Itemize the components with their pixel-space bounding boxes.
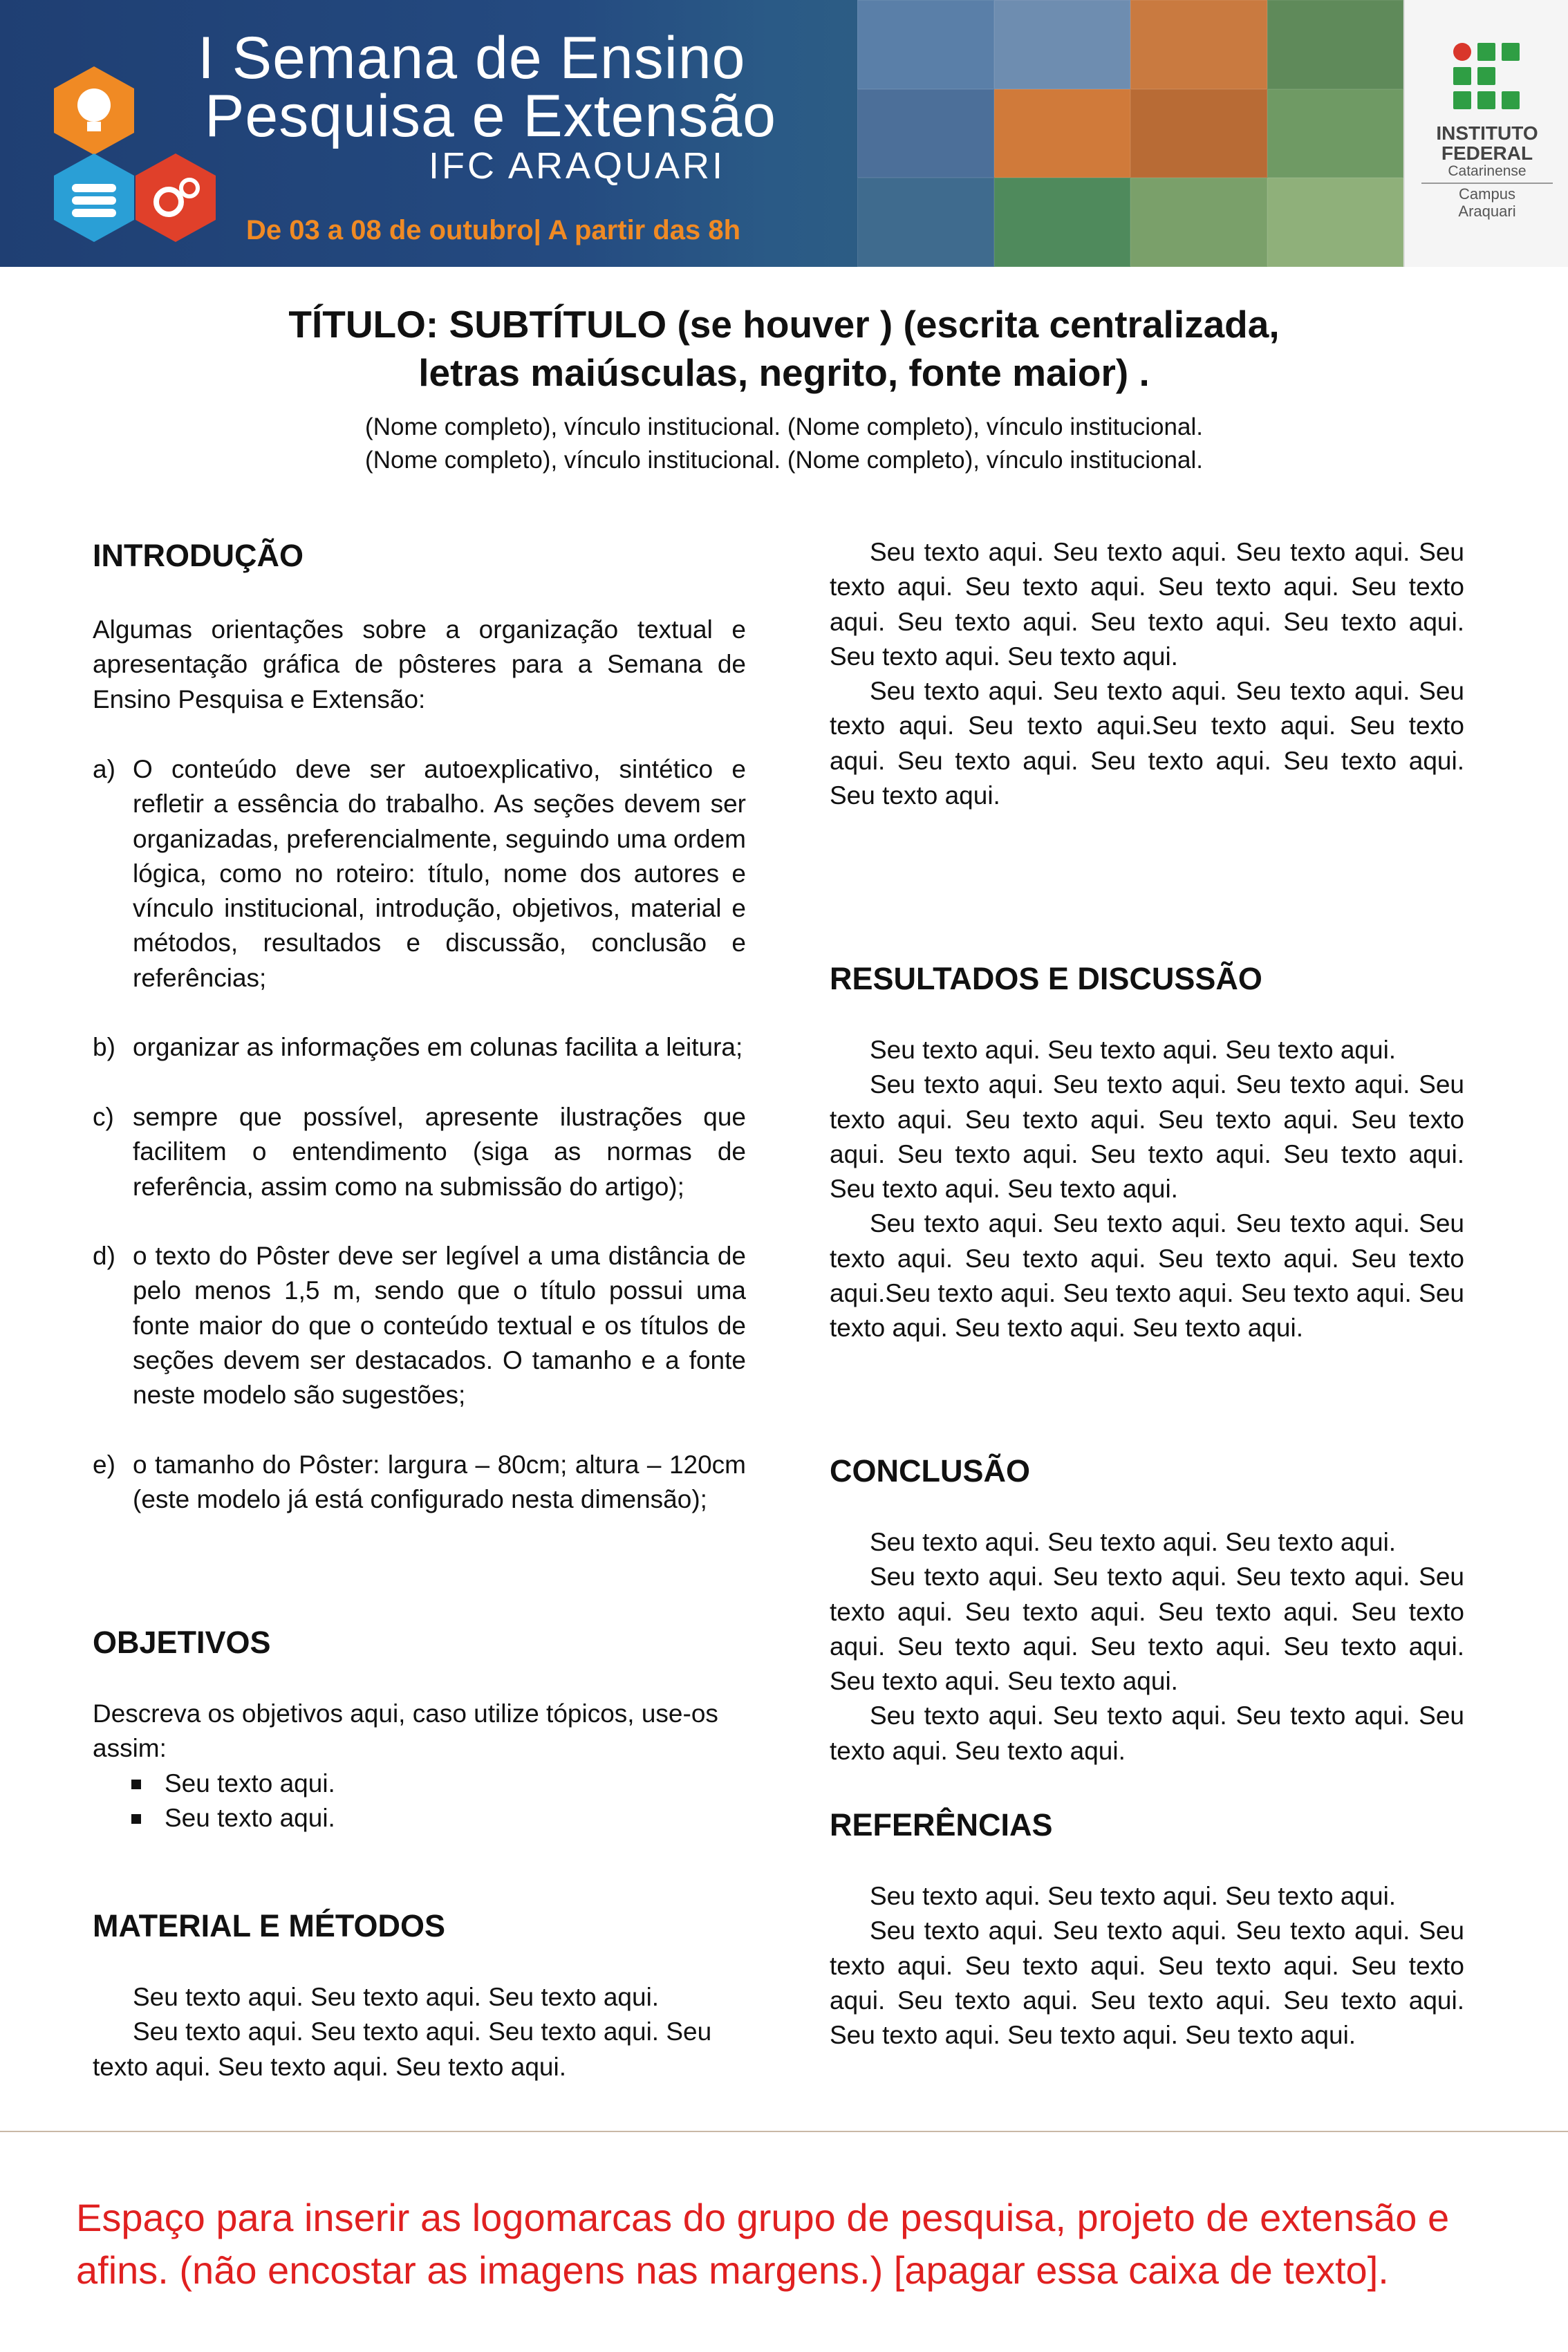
objectives-heading: OBJETIVOS [93,1625,271,1660]
event-title-line2: Pesquisa e Extensão [205,83,776,149]
event-dates: De 03 a 08 de outubro| A partir das 8h [246,215,741,245]
intro-heading: INTRODUÇÃO [93,538,304,573]
photo-tile [857,0,994,89]
photo-tile [1130,0,1267,89]
results-heading: RESULTADOS E DISCUSSÃO [830,961,1262,996]
intro-lead: Algumas orientações sobre a organização textual e apresentação gráfica de pôsteres para a Semana de Ensino Pesquisa e Extensão: [93,615,746,713]
ifc-logo-mark [1453,43,1520,109]
photo-tile [994,178,1131,267]
methods-heading: MATERIAL E MÉTODOS [93,1908,446,1943]
event-city: IFC ARAQUARI [429,145,726,187]
photo-tile [857,89,994,178]
logo-placeholder-note[interactable]: Espaço para inserir as logomarcas do grupo de pesquisa, projeto de extensão e afins. (não encostar as imagens nas margens.) [apagar essa caixa de texto]. [76,2196,1450,2292]
references-heading: REFERÊNCIAS [830,1807,1053,1842]
gears-icon [136,153,216,242]
photo-tile [994,0,1131,89]
photo-tile [1267,0,1404,89]
footer-divider [0,2131,1568,2132]
photo-tile [1130,89,1267,178]
institution-logo [1403,0,1568,267]
photo-tile [857,178,994,267]
event-banner [0,0,1568,267]
references-paragraph: Seu texto aqui. Seu texto aqui. Seu texto aqui. Seu texto aqui. Seu texto aqui. Seu texto aqui. Seu texto aqui. Seu texto aqui. Seu texto aqui. Seu texto aqui. Seu texto aqui. Seu texto aqui. Seu texto aqui. Seu texto aqui. Seu texto aqui. Seu texto aqui. [830,1882,1464,2050]
photo-collage [857,0,1403,267]
event-title-line1: I Semana de Ensino [198,25,746,91]
authors: (Nome completo), vínculo institucional. (Nome completo), vínculo institucional. (Nome completo), vínculo institucional. (Nome completo), vínculo institucional. [365,413,1203,474]
results-paragraph: Seu texto aqui. Seu texto aqui. Seu texto aqui. Seu texto aqui. Seu texto aqui. Seu texto aqui. Seu texto aqui. Seu texto aqui. Seu texto aqui. Seu texto aqui. Seu texto aqui. Seu texto aqui. Seu texto aqui. Seu texto aqui. Seu texto aqui. Seu texto aqui. Seu texto aqui. Seu texto aqui. Seu texto aqui. Seu texto aqui. Seu texto aqui. Seu texto aqui.Seu texto aqui. Seu texto aqui. Seu texto aqui. Seu texto aqui. Seu texto aqui. Seu texto aqui. [830,1036,1464,1343]
conclusion-paragraph: Seu texto aqui. Seu texto aqui. Seu texto aqui. Seu texto aqui. Seu texto aqui. Seu texto aqui. Seu texto aqui. Seu texto aqui. Seu texto aqui. Seu texto aqui. Seu texto aqui. Seu texto aqui. Seu texto aqui. Seu texto aqui. Seu texto aqui. Seu texto aqui. Seu texto aqui. Seu texto aqui. Seu texto aqui. Seu texto aqui. [830,1528,1464,1765]
poster-title: TÍTULO: SUBTÍTULO (se houver ) (escrita centralizada, letras maiúsculas, negrito, fonte maior) . [288,303,1280,394]
institution-name: INSTITUTO FEDERAL [1436,122,1538,164]
conclusion-heading: CONCLUSÃO [830,1453,1030,1488]
lightbulb-icon [54,66,134,155]
photo-tile [994,89,1131,178]
bullet-marker [131,1780,141,1789]
photo-tile [1267,178,1404,267]
methods-paragraph: Seu texto aqui. Seu texto aqui. Seu texto aqui. Seu texto aqui. Seu texto aqui. Seu texto aqui. Seu texto aqui. Seu texto aqui. Seu texto aqui. [93,1983,712,2081]
photo-tile [1130,178,1267,267]
campus-name: Campus Araquari [1458,185,1516,220]
methods-continued: Seu texto aqui. Seu texto aqui. Seu texto aqui. Seu texto aqui. Seu texto aqui. Seu texto aqui. Seu texto aqui. Seu texto aqui. Seu texto aqui. Seu texto aqui. Seu texto aqui. Seu texto aqui. Seu texto aqui. Seu texto aqui. Seu texto aqui. Seu texto aqui. Seu texto aqui.Seu texto aqui. Seu texto aqui. Seu texto aqui. Seu texto aqui. Seu texto aqui. Seu texto aqui. [830,538,1464,810]
books-icon [54,153,134,242]
bullet-marker [131,1814,141,1824]
logo-divider [1421,183,1553,184]
objectives-lead: Descreva os objetivos aqui, caso utilize tópicos, use-os assim: [93,1699,718,1763]
photo-tile [1267,89,1404,178]
institution-subname: Catarinense [1448,163,1527,179]
